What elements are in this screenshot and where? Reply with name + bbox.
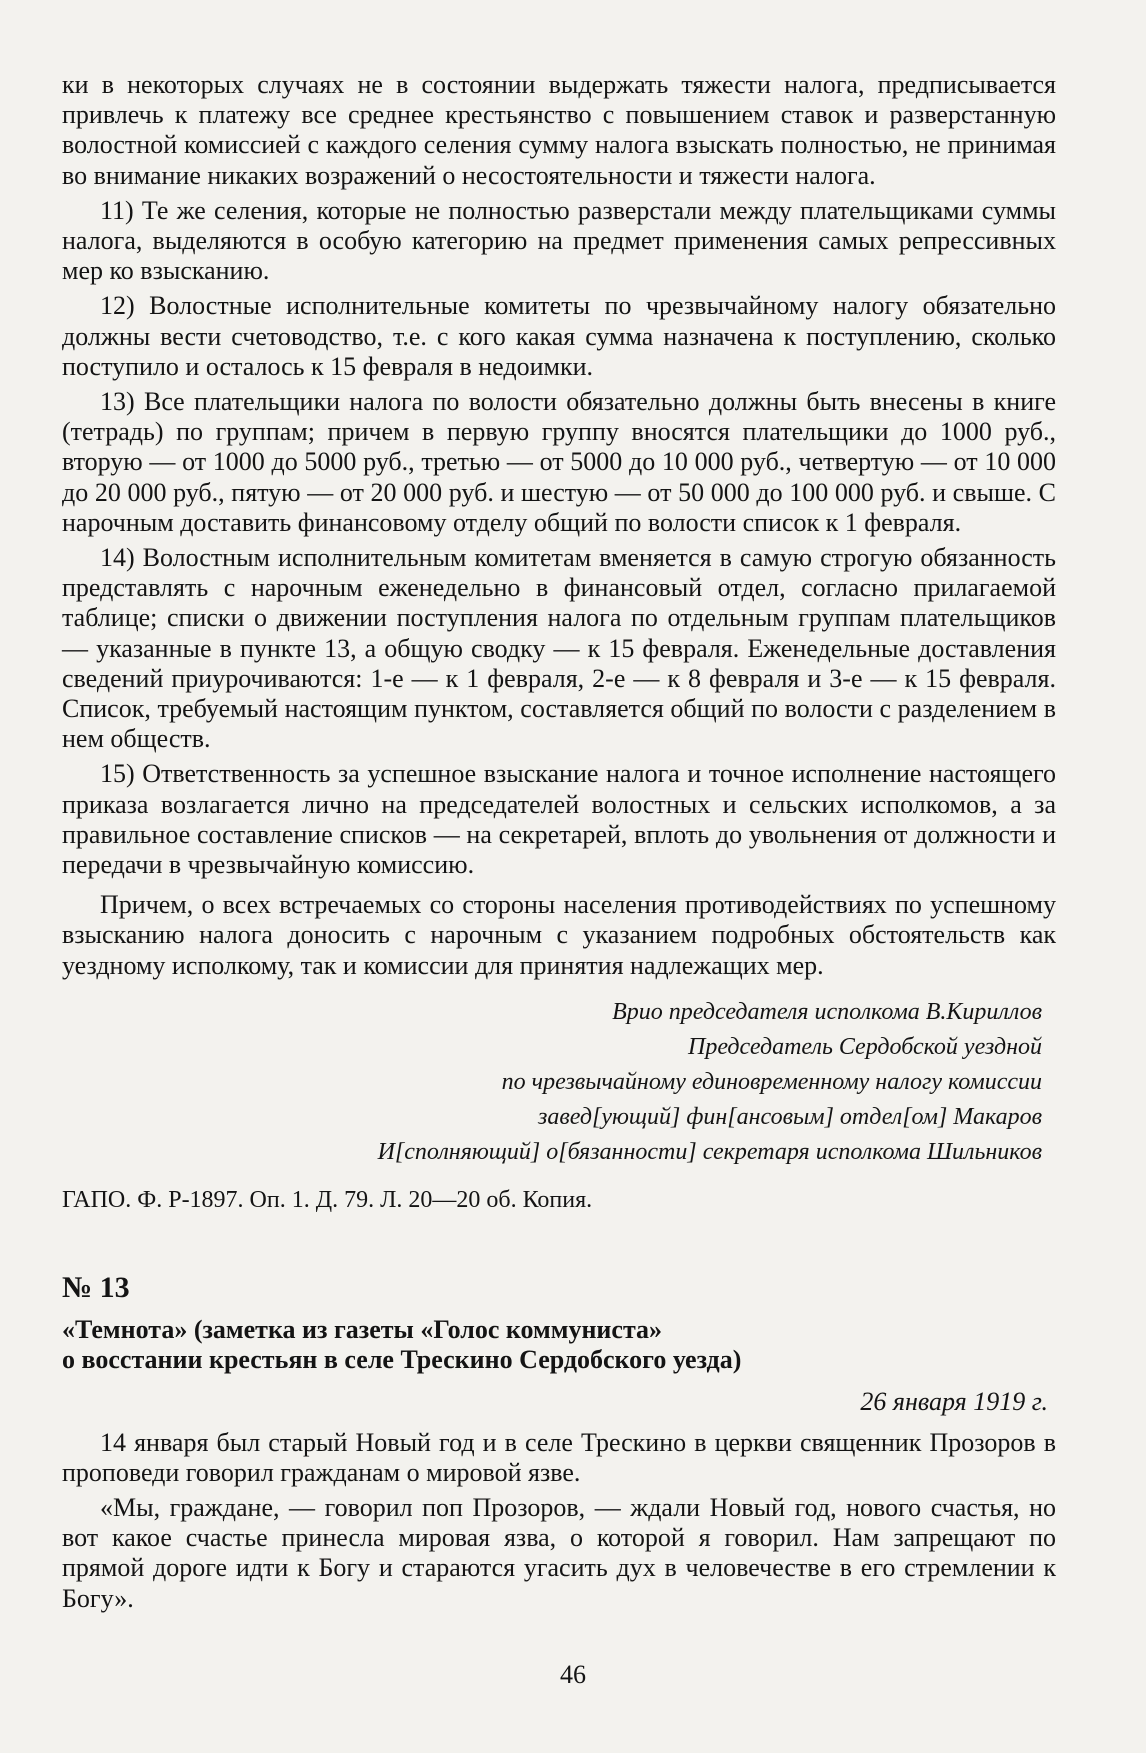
paragraph-item-14: 14) Волостным исполнительным комитетам вменяется в самую строгую обязанность представлять с нарочным еженедельно в финансовый отдел, согласно прилагаемой таблице; списки о движении поступления налога по отдельным группам плательщиков — указанные в пункте 13, а общую сводку — к 15 февраля. Еженедельные доставления сведений приурочиваются: 1-е — к 1 февраля, 2-е — к 8 февраля и 3-е — к 15 февраля. Список, требуемый настоящим пунктом, составляется общий по волости с разделением в нем обществ. (62, 543, 1056, 754)
signature-line-3: по чрезвычайному единовременному налогу комиссии (501, 1068, 1042, 1095)
paragraph-item-12: 12) Волостные исполнительные комитеты по чрезвычайному налогу обязательно должны вести счетоводство, т.е. с кого какая сумма назначена к поступлению, сколько поступило и осталось к 15 февраля в недоимки. (62, 291, 1056, 381)
paragraph-closing: Причем, о всех встречаемых со стороны населения противодействиях по успешному взысканию налога доносить с нарочным с указанием подробных обстоятельств как уездному исполкому, так и комиссии для принятия надлежащих мер. (62, 890, 1056, 980)
text-column (62, 70, 1056, 1614)
signature-line-4: завед[ующий] фин[ансовым] отдел[ом] Макаров (538, 1103, 1042, 1130)
signature-line-2: Председатель Сердобской уездной (688, 1033, 1042, 1060)
paragraph-continuation: ки в некоторых случаях не в состоянии выдержать тяжести налога, предписывается привлечь к платежу все среднее крестьянство с повышением ставок и разверстанную волостной комиссией с каждого селения сумму налога взыскать полностью, не принимая во внимание никаких возражений о несостоятельности и тяжести налога. (62, 70, 1056, 190)
paragraph-item-11: 11) Те же селения, которые не полностью разверстали между плательщиками суммы налога, выделяются в особую категорию на предмет применения самых репрессивных мер ко взысканию. (62, 195, 1056, 286)
archive-reference: ГАПО. Ф. Р-1897. Оп. 1. Д. 79. Л. 20—20 об. Копия. (62, 1186, 593, 1213)
page-number: 46 (560, 1660, 586, 1689)
document-number: № 13 (62, 1271, 130, 1305)
signature-line-1: Врио председателя исполкома В.Кириллов (612, 998, 1042, 1025)
paragraph-item-15: 15) Ответственность за успешное взыскание налога и точное исполнение настоящего приказа возлагается лично на председателей волостных и сельских исполкомов, а за правильное составление списков — на секретарей, вплоть до увольнения от должности и передачи в чрезвычайную комиссию. (62, 759, 1056, 880)
document-title-line-1: «Темнота» (заметка из газеты «Голос коммуниста» (62, 1315, 663, 1345)
paragraph-body-2: «Мы, граждане, — говорил поп Прозоров, — ждали Новый год, нового счастья, но вот какое счастье принесла мировая язва, о которой я говорил. Нам запрещают по прямой дороге идти к Богу и стараются угасить дух в человечестве в его стремлении к Богу». (62, 1492, 1056, 1613)
paragraph-body-1: 14 января был старый Новый год и в селе Трескино в церкви священник Прозоров в проповеди говорил гражданам о мировой язве. (62, 1427, 1056, 1487)
document-title-line-2: о восстании крестьян в селе Трескино Сердобского уезда) (62, 1345, 742, 1375)
document-date: 26 января 1919 г. (860, 1387, 1048, 1417)
paragraph-item-13: 13) Все плательщики налога по волости обязательно должны быть внесены в книге (тетрадь) по группам; причем в первую группу вносятся плательщики до 1000 руб., вторую — от 1000 до 5000 руб., третью — от 5000 до 10 000 руб., четвертую — от 10 000 до 20 000 руб., пятую — от 20 000 руб. и шестую — от 50 000 до 100 000 руб. и свыше. С нарочным доставить финансовому отделу общий по волости список к 1 февраля. (62, 387, 1056, 537)
signature-line-5: И[сполняющий] о[бязанности] секретаря исполкома Шильников (377, 1138, 1042, 1165)
